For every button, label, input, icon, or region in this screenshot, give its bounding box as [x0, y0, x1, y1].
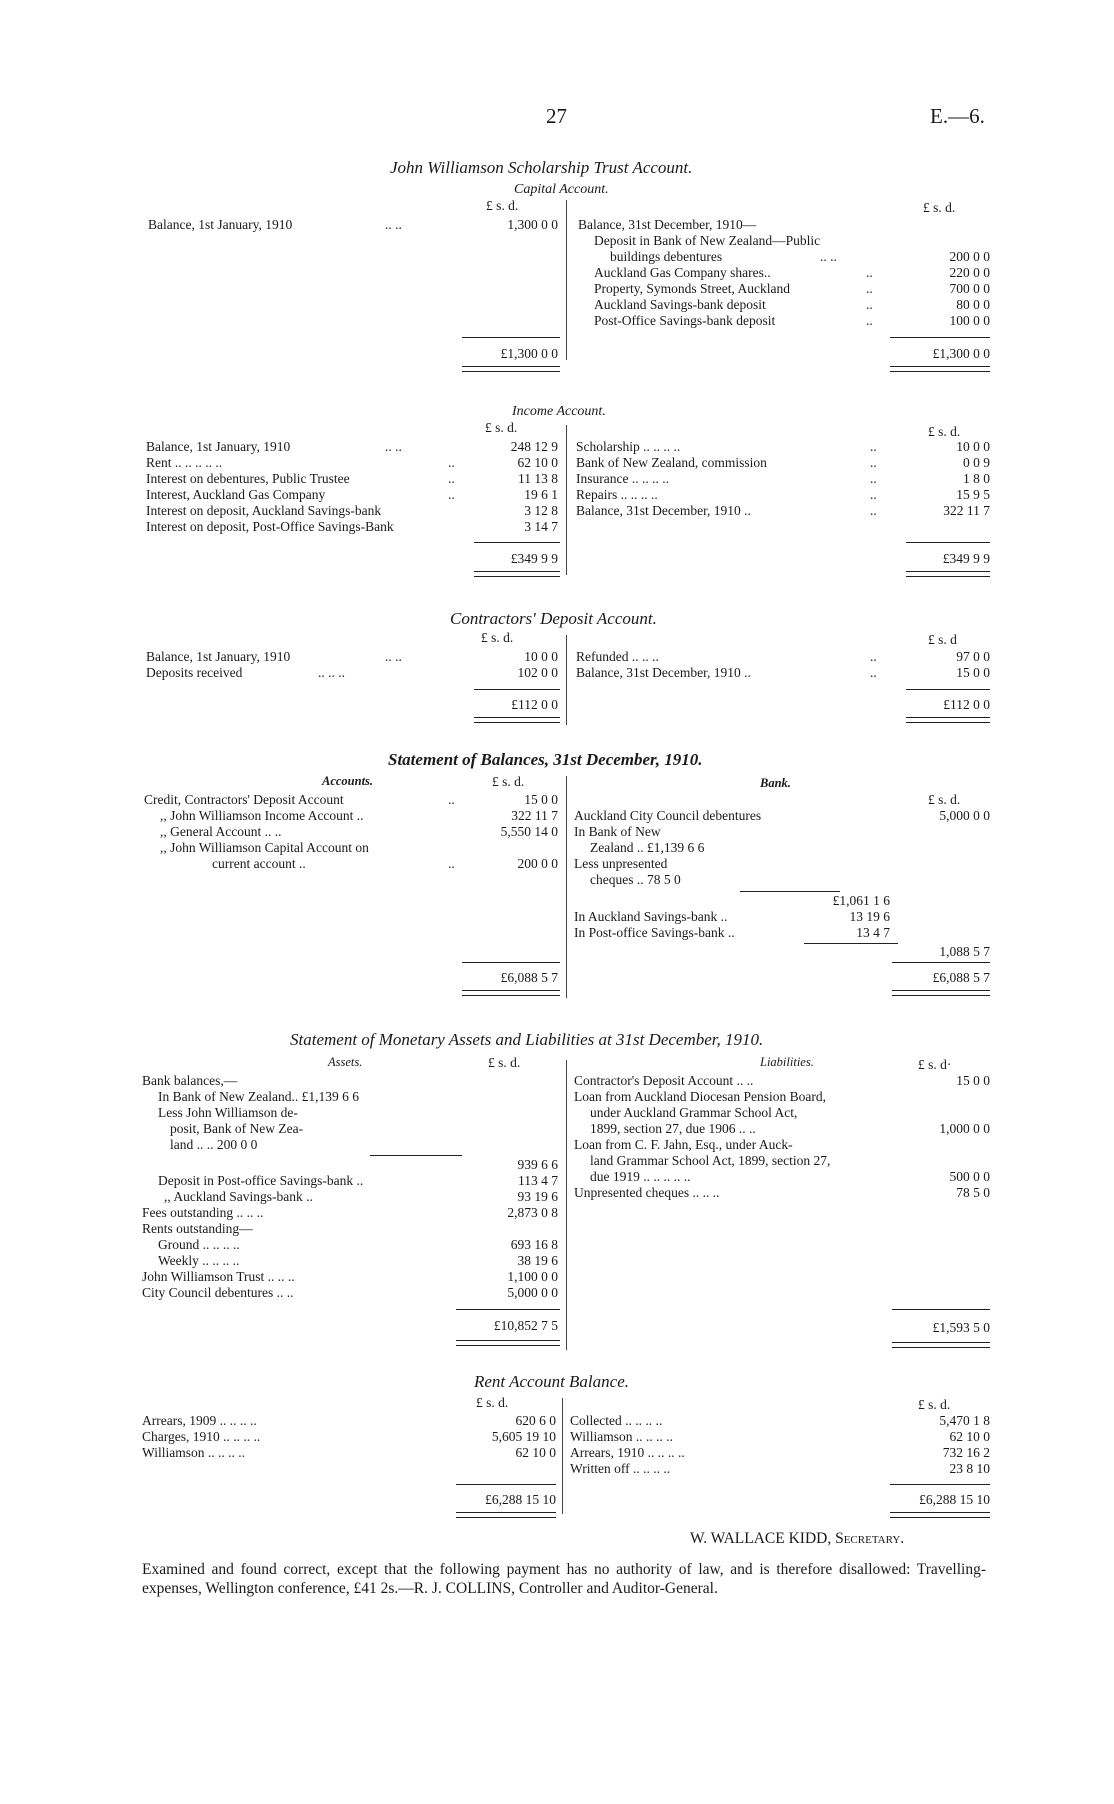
monetary-liability-label: 1899, section 27, due 1906 .. ..: [590, 1121, 756, 1136]
capital-right-amount: 220 0 0: [949, 265, 990, 280]
monetary-asset-label: Weekly .. .. .. ..: [158, 1253, 240, 1268]
balances-total-rule-left: [462, 990, 560, 996]
income-head-left: £ s. d.: [485, 420, 518, 435]
auditor-note: Examined and found correct, except that the following payment has no authority of law, and is therefore disallowed: Travelling-expenses, Wellington conference, £41 2s.—R. J. COLLINS, Controller and Auditor-General.: [142, 1561, 986, 1597]
contractors-subtotal-rule-right: [906, 689, 990, 690]
capital-total-rule-right: [890, 366, 990, 372]
income-right-label: Balance, 31st December, 1910 ..: [576, 503, 751, 518]
capital-right-dots: .. ..: [820, 249, 837, 264]
monetary-asset-label: John Williamson Trust .. .. ..: [142, 1269, 295, 1284]
balances-subtotal-rule-left: [462, 962, 560, 963]
income-left-label: Interest on deposit, Auckland Savings-bank: [146, 503, 382, 518]
balances-right-amount: £1,061 1 6: [832, 893, 890, 908]
balances-left-amount: 5,550 14 0: [500, 824, 558, 839]
rent-left-amount: 620 6 0: [515, 1413, 556, 1428]
capital-head-left: £ s. d.: [486, 198, 519, 213]
capital-right-amount: 200 0 0: [949, 249, 990, 264]
rent-divider: [562, 1398, 563, 1514]
income-subtitle: Income Account.: [512, 404, 606, 419]
contractors-left-label: Deposits received: [146, 665, 243, 680]
rent-right-label: Arrears, 1910 .. .. .. ..: [570, 1445, 685, 1460]
report-reference: E.—6.: [930, 104, 985, 128]
monetary-liability-label: due 1919 .. .. .. .. ..: [590, 1169, 691, 1184]
monetary-asset-label: Rents outstanding—: [142, 1221, 253, 1236]
contractors-head-right: £ s. d: [928, 632, 957, 647]
rent-left-label: Charges, 1910 .. .. .. ..: [142, 1429, 261, 1444]
capital-right-intro: Balance, 31st December, 1910—: [578, 217, 757, 232]
monetary-asset-amount: 38 19 6: [517, 1253, 558, 1268]
balances-head-bank: Bank.: [760, 776, 791, 790]
income-left-label: Balance, 1st January, 1910: [146, 439, 291, 454]
balances-left-amount: 15 0 0: [524, 792, 558, 807]
contractors-left-amount: 102 0 0: [517, 665, 558, 680]
monetary-liability-amount: 1,000 0 0: [939, 1121, 990, 1136]
monetary-subtotal-rule-right: [892, 1309, 990, 1310]
capital-right-amount: 700 0 0: [949, 281, 990, 296]
monetary-liability-label: land Grammar School Act, 1899, section 27,: [590, 1153, 831, 1168]
capital-left-amount: 1,300 0 0: [507, 217, 558, 232]
rent-right-amount: 62 10 0: [949, 1429, 990, 1444]
contractors-left-dots: .. ..: [385, 649, 402, 664]
income-right-label: Repairs .. .. .. ..: [576, 487, 658, 502]
balances-right-label: In Auckland Savings-bank ..: [574, 909, 728, 924]
income-right-dots: ..: [870, 487, 877, 502]
monetary-total-rule-right: [892, 1342, 990, 1348]
balances-title: Statement of Balances, 31st December, 1910.: [388, 750, 703, 769]
rent-left-amount: 5,605 19 10: [491, 1429, 556, 1444]
monetary-asset-label: Fees outstanding .. .. ..: [142, 1205, 264, 1220]
income-right-amount: 322 11 7: [943, 503, 990, 518]
monetary-total-rule-left: [456, 1340, 560, 1346]
monetary-asset-amount: 5,000 0 0: [507, 1285, 558, 1300]
balances-left-label: ,, General Account .. ..: [160, 824, 282, 839]
income-total-right: £349 9 9: [942, 551, 990, 566]
monetary-liability-amount: 78 5 0: [956, 1185, 990, 1200]
balances-right-amount: 13 19 6: [849, 909, 890, 924]
rent-head-right: £ s. d.: [918, 1397, 951, 1412]
contractors-left-amount: 10 0 0: [524, 649, 558, 664]
rent-right-label: Williamson .. .. .. ..: [570, 1429, 673, 1444]
income-subtotal-rule-right: [906, 542, 990, 543]
capital-left-label: Balance, 1st January, 1910: [148, 217, 293, 232]
capital-head-right: £ s. d.: [923, 200, 956, 215]
balances-right-amount: 1,088 5 7: [939, 944, 990, 959]
income-left-label: Rent .. .. .. .. ..: [146, 455, 223, 470]
monetary-asset-label: ,, Auckland Savings-bank ..: [164, 1189, 313, 1204]
rent-right-label: Written off .. .. .. ..: [570, 1461, 671, 1476]
balances-right-label: Auckland City Council debentures: [574, 808, 762, 823]
monetary-asset-subrule: [370, 1155, 462, 1156]
monetary-asset-label: Less John Williamson de-: [158, 1105, 298, 1120]
rent-head-left: £ s. d.: [476, 1395, 509, 1410]
contractors-right-dots: ..: [870, 665, 877, 680]
capital-right-dots: ..: [866, 265, 873, 280]
signature: W. WALLACE KIDD, Secretary.: [690, 1530, 905, 1547]
monetary-asset-label: Deposit in Post-office Savings-bank ..: [158, 1173, 364, 1188]
income-head-right: £ s. d.: [928, 424, 961, 439]
monetary-head-assets: Assets.: [328, 1055, 363, 1069]
balances-left-amount: 322 11 7: [511, 808, 558, 823]
balances-right-line: Less unpresented: [574, 856, 668, 871]
income-right-label: Insurance .. .. .. ..: [576, 471, 669, 486]
rent-right-amount: 732 16 2: [942, 1445, 990, 1460]
monetary-asset-amount: 2,873 0 8: [507, 1205, 558, 1220]
monetary-asset-label: In Bank of New Zealand.. £1,139 6 6: [158, 1089, 359, 1104]
monetary-asset-amount: 93 19 6: [517, 1189, 558, 1204]
income-left-dots: .. ..: [385, 439, 402, 454]
balances-right-amount: 13 4 7: [856, 925, 890, 940]
monetary-head-left: £ s. d.: [488, 1055, 521, 1070]
capital-subtotal-rule-left: [462, 337, 560, 338]
contractors-divider: [566, 635, 567, 725]
capital-right-intro2: Deposit in Bank of New Zealand—Public: [594, 233, 821, 248]
capital-total-rule-left: [462, 366, 560, 372]
monetary-head-right: £ s. d·: [918, 1057, 952, 1072]
capital-left-dots: .. ..: [385, 217, 402, 232]
balances-left-label: ,, John Williamson Income Account ..: [160, 808, 364, 823]
income-right-amount: 10 0 0: [956, 439, 990, 454]
rent-right-label: Collected .. .. .. ..: [570, 1413, 663, 1428]
income-left-amount: 248 12 9: [510, 439, 558, 454]
rent-left-amount: 62 10 0: [515, 1445, 556, 1460]
capital-subtitle: Capital Account.: [514, 182, 609, 197]
income-right-amount: 0 0 9: [963, 455, 990, 470]
balances-total-rule-right: [892, 990, 990, 996]
balances-left-label: ,, John Williamson Capital Account on: [160, 840, 369, 855]
capital-divider: [566, 200, 567, 360]
rent-total-rule-right: [890, 1512, 990, 1518]
monetary-asset-amount: 939 6 6: [517, 1157, 558, 1172]
monetary-liability-label: Loan from C. F. Jahn, Esq., under Auck-: [574, 1137, 793, 1152]
capital-subtotal-rule-right: [890, 337, 990, 338]
balances-subtotal-rule-right: [892, 962, 990, 963]
monetary-liability-label: Contractor's Deposit Account .. ..: [574, 1073, 754, 1088]
monetary-divider: [566, 1060, 567, 1350]
rent-subtotal-rule-right: [890, 1484, 990, 1485]
rent-left-label: Arrears, 1909 .. .. .. ..: [142, 1413, 257, 1428]
income-left-amount: 3 14 7: [524, 519, 558, 534]
rent-total-left: £6,288 15 10: [485, 1492, 556, 1507]
capital-total-right: £1,300 0 0: [932, 346, 990, 361]
income-left-dots: ..: [448, 455, 455, 470]
income-right-label: Scholarship .. .. .. ..: [576, 439, 681, 454]
contractors-total-left: £112 0 0: [511, 697, 558, 712]
monetary-asset-label: Bank balances,—: [142, 1073, 238, 1088]
balances-right-line: cheques .. 78 5 0: [590, 872, 681, 887]
balances-left-label: Credit, Contractors' Deposit Account: [144, 792, 344, 807]
contractors-left-dots: .. .. ..: [318, 665, 345, 680]
income-left-label: Interest, Auckland Gas Company: [146, 487, 326, 502]
balances-left-label: current account ..: [212, 856, 306, 871]
income-left-amount: 11 13 8: [518, 471, 558, 486]
income-left-amount: 62 10 0: [517, 455, 558, 470]
monetary-asset-label: City Council debentures .. ..: [142, 1285, 294, 1300]
contractors-right-dots: ..: [870, 649, 877, 664]
balances-right-label: In Post-office Savings-bank ..: [574, 925, 735, 940]
income-left-label: Interest on deposit, Post-Office Savings-Bank: [146, 519, 394, 534]
income-right-amount: 1 8 0: [963, 471, 990, 486]
balances-head-accounts: Accounts.: [322, 774, 374, 788]
contractors-right-amount: 15 0 0: [956, 665, 990, 680]
capital-right-label: buildings debentures: [610, 249, 723, 264]
contractors-title: Contractors' Deposit Account.: [450, 609, 657, 628]
contractors-total-rule-left: [474, 717, 560, 723]
contractors-left-label: Balance, 1st January, 1910: [146, 649, 291, 664]
capital-total-left: £1,300 0 0: [500, 346, 558, 361]
monetary-asset-amount: 693 16 8: [510, 1237, 558, 1252]
capital-right-label: Auckland Gas Company shares..: [594, 265, 771, 280]
monetary-liability-amount: 15 0 0: [956, 1073, 990, 1088]
balances-left-dots: ..: [448, 856, 455, 871]
balances-total-right: £6,088 5 7: [932, 970, 990, 985]
income-right-dots: ..: [870, 471, 877, 486]
balances-head-right: £ s. d.: [928, 792, 961, 807]
monetary-head-liabilities: Liabilities.: [760, 1055, 814, 1069]
capital-right-amount: 100 0 0: [949, 313, 990, 328]
monetary-asset-amount: 113 4 7: [518, 1173, 558, 1188]
balances-left-amount: 200 0 0: [517, 856, 558, 871]
capital-right-label: Post-Office Savings-bank deposit: [594, 313, 776, 328]
contractors-right-label: Balance, 31st December, 1910 ..: [576, 665, 751, 680]
contractors-right-label: Refunded .. .. ..: [576, 649, 659, 664]
balances-divider: [566, 776, 567, 998]
income-left-amount: 3 12 8: [524, 503, 558, 518]
income-right-dots: ..: [870, 439, 877, 454]
income-total-rule-right: [906, 571, 990, 577]
income-right-amount: 15 9 5: [956, 487, 990, 502]
income-total-left: £349 9 9: [510, 551, 558, 566]
monetary-subtotal-rule-left: [456, 1309, 560, 1310]
monetary-total-left: £10,852 7 5: [493, 1318, 558, 1333]
contractors-total-right: £112 0 0: [943, 697, 990, 712]
income-right-dots: ..: [870, 503, 877, 518]
balances-head-left: £ s. d.: [492, 774, 525, 789]
income-total-rule-left: [474, 571, 560, 577]
rent-title: Rent Account Balance.: [474, 1372, 629, 1391]
balances-right-subrule: [740, 891, 840, 892]
monetary-asset-label: posit, Bank of New Zea-: [170, 1121, 304, 1136]
capital-right-dots: ..: [866, 313, 873, 328]
balances-right-line: In Bank of New: [574, 824, 661, 839]
balances-right-line: Zealand .. £1,139 6 6: [590, 840, 705, 855]
jw-title: John Williamson Scholarship Trust Account.: [390, 158, 693, 177]
monetary-asset-label: land .. .. 200 0 0: [170, 1137, 258, 1152]
rent-total-rule-left: [456, 1512, 556, 1518]
balances-left-dots: ..: [448, 792, 455, 807]
rent-right-amount: 23 8 10: [949, 1461, 990, 1476]
rent-left-label: Williamson .. .. .. ..: [142, 1445, 245, 1460]
capital-right-dots: ..: [866, 281, 873, 296]
income-left-dots: ..: [448, 471, 455, 486]
monetary-asset-label: Ground .. .. .. ..: [158, 1237, 240, 1252]
capital-right-dots: ..: [866, 297, 873, 312]
contractors-right-amount: 97 0 0: [956, 649, 990, 664]
monetary-liability-label: Loan from Auckland Diocesan Pension Board,: [574, 1089, 826, 1104]
page-number: 27: [546, 104, 567, 128]
income-right-label: Bank of New Zealand, commission: [576, 455, 767, 470]
income-left-dots: ..: [448, 487, 455, 502]
monetary-liability-label: under Auckland Grammar School Act,: [590, 1105, 798, 1120]
capital-right-amount: 80 0 0: [956, 297, 990, 312]
income-divider: [566, 425, 567, 575]
monetary-liability-amount: 500 0 0: [949, 1169, 990, 1184]
income-right-dots: ..: [870, 455, 877, 470]
rent-subtotal-rule-left: [456, 1484, 556, 1485]
monetary-liability-label: Unpresented cheques .. .. ..: [574, 1185, 720, 1200]
contractors-total-rule-right: [906, 717, 990, 723]
income-subtotal-rule-left: [474, 542, 560, 543]
income-left-amount: 19 6 1: [524, 487, 558, 502]
monetary-asset-amount: 1,100 0 0: [507, 1269, 558, 1284]
monetary-title: Statement of Monetary Assets and Liabilities at 31st December, 1910.: [290, 1030, 764, 1049]
rent-total-right: £6,288 15 10: [919, 1492, 990, 1507]
monetary-total-right: £1,593 5 0: [932, 1320, 990, 1335]
balances-right-amount: 5,000 0 0: [939, 808, 990, 823]
contractors-head-left: £ s. d.: [481, 630, 514, 645]
contractors-subtotal-rule-left: [474, 689, 560, 690]
capital-right-label: Auckland Savings-bank deposit: [594, 297, 766, 312]
balances-total-left: £6,088 5 7: [500, 970, 558, 985]
rent-right-amount: 5,470 1 8: [939, 1413, 990, 1428]
capital-right-label: Property, Symonds Street, Auckland: [594, 281, 790, 296]
income-left-label: Interest on debentures, Public Trustee: [146, 471, 350, 486]
